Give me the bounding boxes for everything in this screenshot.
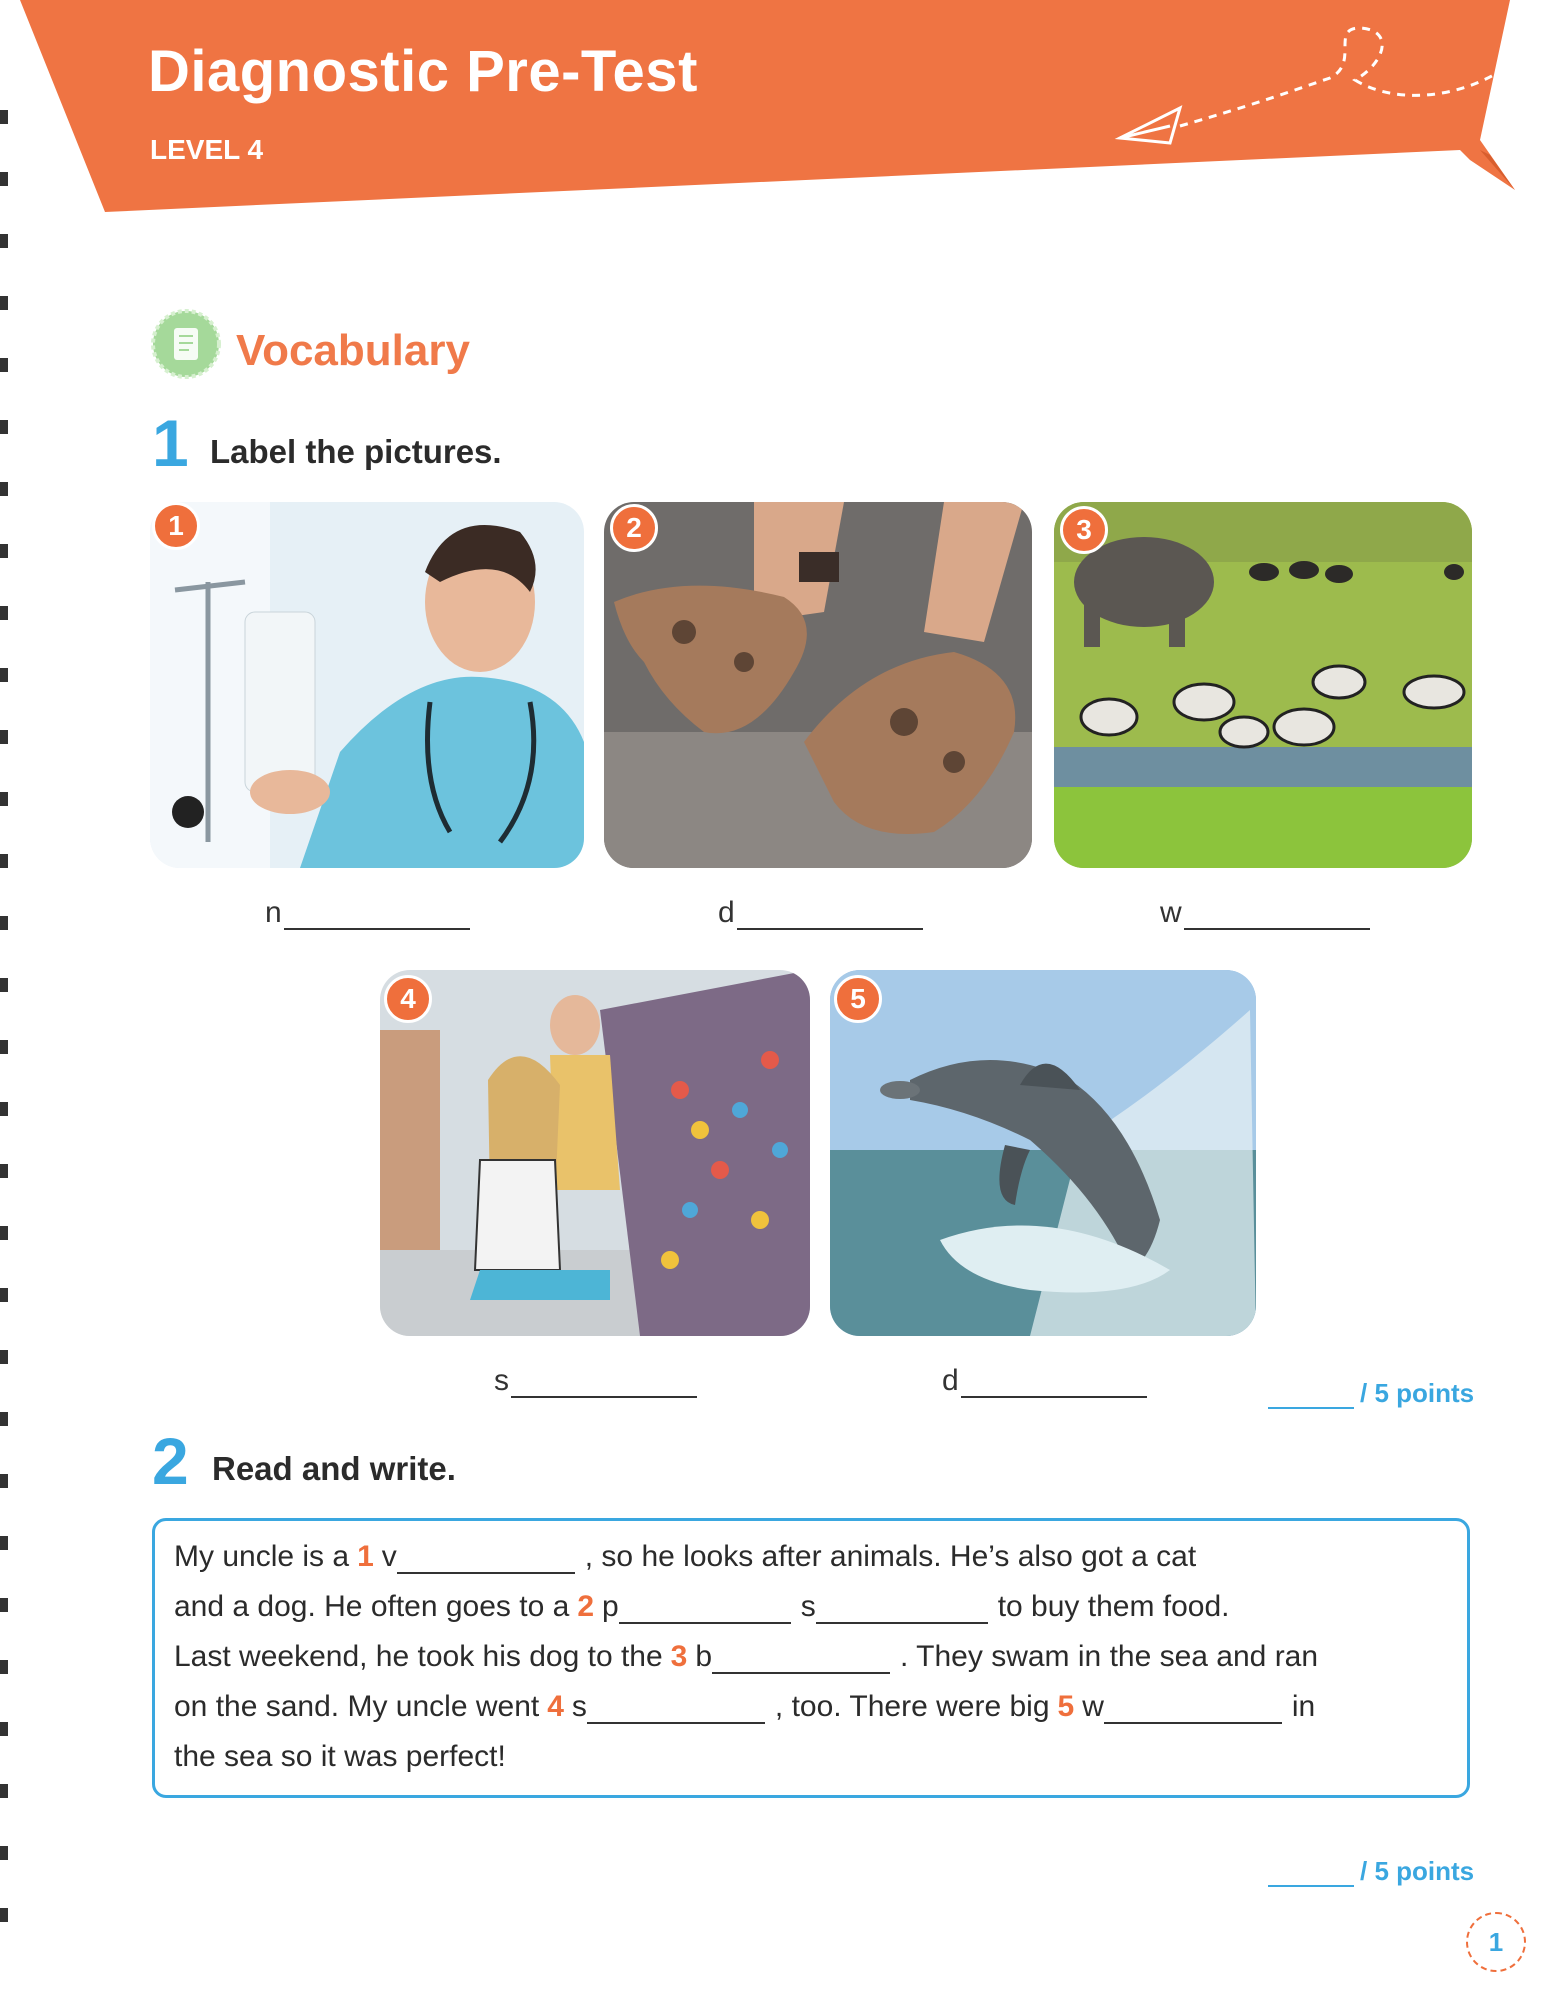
gap-number: 5 (1057, 1690, 1075, 1723)
text-line-2 (174, 1590, 1230, 1624)
exercise-number: 2 (152, 1424, 189, 1498)
text-segment: . They swam in the sea and ran (900, 1640, 1319, 1673)
answer-line-2 (718, 890, 923, 930)
gap-blank[interactable] (397, 1546, 575, 1574)
book-icon (150, 308, 222, 380)
gap-first-letter: s (800, 1590, 816, 1623)
page-title: Diagnostic Pre-Test (148, 39, 698, 104)
picture-number-badge: 3 (1060, 506, 1108, 554)
picture-number-badge: 2 (610, 504, 658, 552)
text-segment: in (1291, 1690, 1316, 1723)
score-points-2 (1268, 1856, 1474, 1887)
gap-blank[interactable] (619, 1596, 791, 1624)
nurse-image (150, 502, 584, 868)
level-label: LEVEL 4 (150, 134, 264, 165)
answer-blank[interactable] (961, 1366, 1147, 1398)
text-segment: Last weekend, he took his dog to the (174, 1640, 663, 1673)
gap-blank[interactable] (816, 1596, 988, 1624)
gap-blank[interactable] (587, 1696, 765, 1724)
gap-blank[interactable] (712, 1646, 890, 1674)
text-line-4 (174, 1690, 1315, 1724)
dirty-hands-image (604, 502, 1032, 868)
gap-number: 3 (670, 1640, 688, 1673)
text-segment: to buy them food. (997, 1590, 1230, 1623)
gap-first-letter: p (602, 1590, 619, 1623)
answer-blank[interactable] (1184, 898, 1370, 930)
score-blank[interactable] (1268, 1861, 1354, 1887)
exercise-number: 1 (152, 406, 189, 480)
answer-line-1 (265, 890, 470, 930)
text-line-1 (174, 1540, 1196, 1574)
text-segment: , too. There were big (774, 1690, 1050, 1723)
score-blank[interactable] (1268, 1383, 1354, 1409)
exercise-instruction: Read and write. (212, 1450, 456, 1487)
gap-number: 4 (547, 1690, 564, 1723)
text-line-3 (174, 1640, 1318, 1674)
gap-first-letter: v (381, 1540, 397, 1573)
text-segment: My uncle is a (174, 1540, 350, 1573)
gap-number: 2 (577, 1590, 594, 1623)
answer-first-letter: d (718, 896, 735, 929)
gap-first-letter: b (695, 1640, 713, 1673)
page-number: 1 (1466, 1912, 1526, 1972)
answer-first-letter: n (265, 896, 282, 929)
sweets-shop-image (380, 970, 810, 1336)
picture-number-badge: 5 (834, 975, 882, 1023)
points-label: / 5 points (1360, 1378, 1475, 1408)
exercise-instruction: Label the pictures. (210, 433, 502, 470)
text-segment: the sea so it was perfect! (174, 1740, 506, 1773)
answer-line-4 (494, 1358, 697, 1398)
answer-line-5 (942, 1358, 1147, 1398)
spiral-binding (0, 0, 14, 2000)
answer-line-3 (1160, 890, 1370, 930)
gap-blank[interactable] (1104, 1696, 1282, 1724)
text-segment: , so he looks after animals. He’s also got a cat (584, 1540, 1197, 1573)
wildlife-image (1054, 502, 1472, 868)
picture-number-badge: 1 (152, 502, 200, 550)
gap-first-letter: s (571, 1690, 587, 1723)
text-segment: on the sand. My uncle went (174, 1690, 540, 1723)
gap-first-letter: w (1082, 1690, 1104, 1723)
section-title: Vocabulary (236, 326, 470, 375)
picture-number-badge: 4 (384, 975, 432, 1023)
answer-first-letter: s (494, 1364, 509, 1397)
score-points-1 (1268, 1378, 1474, 1409)
answer-blank[interactable] (284, 898, 470, 930)
points-label: / 5 points (1360, 1856, 1475, 1886)
text-segment: and a dog. He often goes to a (174, 1590, 570, 1623)
answer-first-letter: d (942, 1364, 959, 1397)
text-line-5 (174, 1740, 506, 1774)
answer-blank[interactable] (737, 898, 923, 930)
answer-first-letter: w (1160, 896, 1182, 929)
gap-number: 1 (357, 1540, 374, 1573)
answer-blank[interactable] (511, 1366, 697, 1398)
dolphin-image (830, 970, 1256, 1336)
paper-plane-icon (1100, 8, 1540, 183)
